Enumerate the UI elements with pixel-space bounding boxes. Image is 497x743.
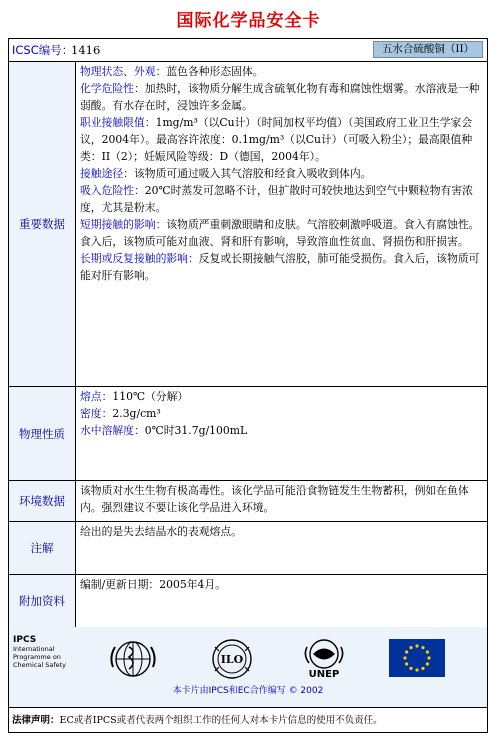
field-label: 熔点： bbox=[80, 390, 113, 403]
paragraph bbox=[80, 405, 484, 422]
field-label: 长期或反复接触的影响： bbox=[80, 252, 199, 265]
field-label: 密度： bbox=[80, 407, 113, 420]
paragraph bbox=[80, 388, 484, 405]
section-label-important: 重要数据 bbox=[9, 62, 76, 386]
divider bbox=[9, 707, 487, 708]
card-title: 国际化学品安全卡 bbox=[176, 11, 321, 31]
field-label: 职业接触限值： bbox=[80, 116, 156, 129]
paragraph bbox=[80, 250, 484, 284]
paragraph bbox=[80, 216, 484, 250]
field-text: 0℃时31.7g/100mL bbox=[144, 424, 248, 437]
paragraph bbox=[80, 63, 484, 80]
paragraph bbox=[80, 80, 484, 114]
field-text: 该物质对水生生物有极高毒性。该化学品可能沿食物链发生生物蓄积，例如在鱼体内。强烈建议不要让该化学品进入环境。 bbox=[80, 484, 469, 514]
field-label: 短期接触的影响： bbox=[80, 218, 167, 231]
field-label: 化学危险性： bbox=[80, 82, 145, 95]
icsc-number: 1416 bbox=[71, 43, 101, 57]
ipcs-title: IPCS bbox=[13, 635, 37, 645]
field-text: 该物质严重刺激眼睛和皮肤。气溶胶刺激呼吸道。食入有腐蚀性。食入后，该物质可能对血液、肾和肝有影响，导致溶血性贫血、肾损伤和肝损害。 bbox=[80, 218, 480, 248]
field-text: 给出的是失去结晶水的表观熔点。 bbox=[80, 525, 242, 538]
chemical-name: 五水合硫酸铜（II） bbox=[373, 41, 483, 58]
section-label-additional: 附加资料 bbox=[9, 575, 76, 627]
section-label-environment: 环境数据 bbox=[9, 481, 76, 521]
section-label-physical: 物理性质 bbox=[9, 387, 76, 480]
ipcs-line: Chemical Safety bbox=[13, 661, 67, 669]
footer-logos bbox=[9, 627, 487, 707]
who-emblem-icon bbox=[107, 637, 159, 681]
icsc-label: ICSC编号： bbox=[12, 43, 74, 57]
section-body-additional bbox=[76, 575, 487, 627]
disclaimer-text: EC或者IPCS或者代表两个组织工作的任何人对本卡片信息的使用不负责任。 bbox=[59, 715, 383, 726]
paragraph bbox=[80, 165, 484, 182]
field-label: 吸入危险性： bbox=[80, 184, 145, 197]
section-body-important bbox=[76, 62, 487, 386]
field-label: 接触途径： bbox=[80, 167, 134, 180]
ipcs-line: Programme on bbox=[13, 653, 61, 661]
field-text: 1mg/m³（以Cu计）（时间加权平均值）（美国政府工业卫生学家会议，2004年）。最高容许浓度：0.1mg/m³（以Cu计）（可吸入粉尘）；最高限值种类：II（2）；妊娠风险等级：D（德国，2004年）。 bbox=[80, 116, 473, 163]
icsc-bar bbox=[9, 39, 487, 61]
section-label-notes: 注解 bbox=[9, 522, 76, 574]
section-body-notes bbox=[76, 522, 487, 574]
paragraph bbox=[80, 114, 484, 165]
field-text: 110℃（分解） bbox=[112, 390, 189, 403]
legal-disclaimer bbox=[9, 709, 487, 733]
ilo-emblem-icon bbox=[207, 637, 257, 681]
section-body-environment bbox=[76, 481, 487, 521]
field-text: 加热时，该物质分解生成含硫氧化物有毒和腐蚀性烟雾。水溶液是一种弱酸。有水存在时，浸蚀许多金属。 bbox=[80, 82, 480, 112]
disclaimer-label: 法律声明： bbox=[12, 715, 60, 726]
field-label: 物理状态、外观： bbox=[80, 65, 167, 78]
ipcs-line: International bbox=[13, 645, 55, 653]
eu-flag-icon bbox=[389, 639, 445, 677]
field-text: 2.3g/cm³ bbox=[112, 407, 161, 420]
field-text: 反复或长期接触气溶胶，肺可能受损伤。食入后，该物质可能对肝有影响。 bbox=[80, 252, 480, 282]
paragraph bbox=[80, 182, 484, 216]
ipcs-logo bbox=[13, 635, 93, 669]
field-text: 20℃时蒸发可忽略不计，但扩散时可较快地达到空气中颗粒物有害浓度，尤其是粉末。 bbox=[80, 184, 473, 214]
field-text: 蓝色各种形态固体。 bbox=[166, 65, 264, 78]
chemical-safety-card bbox=[8, 38, 488, 733]
unep-label: UNEP bbox=[308, 669, 340, 680]
paragraph bbox=[80, 422, 484, 439]
field-label: 水中溶解度： bbox=[80, 424, 145, 437]
field-text: 该物质可通过吸入其气溶胶和经食入吸收到体内。 bbox=[133, 167, 372, 180]
ilo-mark: ILO bbox=[220, 653, 244, 666]
field-text: 编制/更新日期：2005年4月。 bbox=[80, 578, 226, 591]
section-body-physical bbox=[76, 387, 487, 480]
credit-line: 本卡片由IPCS和EC合作编写 © 2002 bbox=[172, 686, 324, 696]
